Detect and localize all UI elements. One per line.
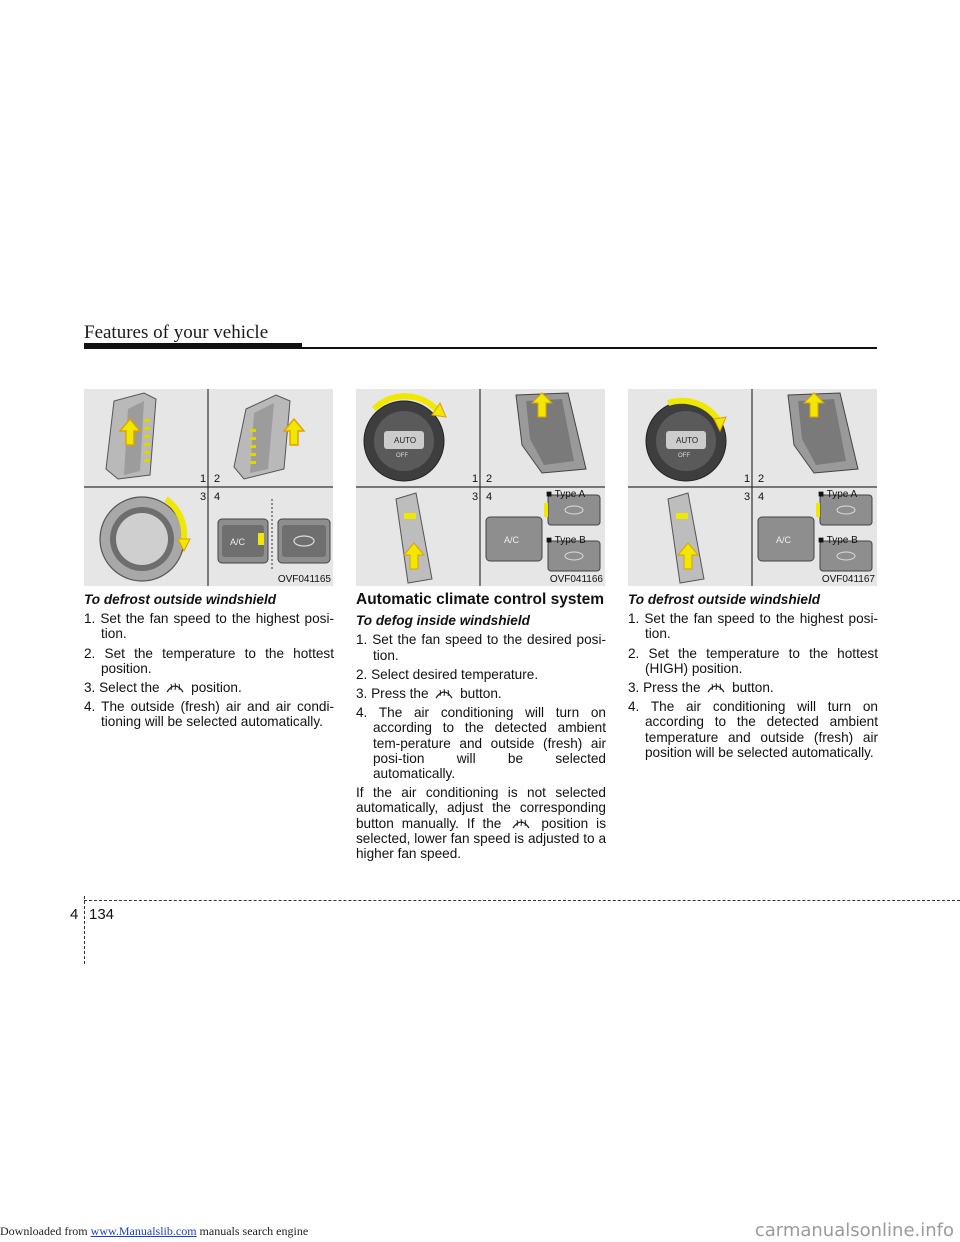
- column-3: [628, 592, 878, 764]
- auto-knob: [364, 396, 446, 481]
- type-b-label: ■ Type B: [818, 535, 858, 546]
- step-4: 4. The outside (fresh) air and air condi-tioning will be selected automatically.: [84, 699, 334, 730]
- figure-code: OVF041167: [821, 574, 875, 585]
- step-3: [628, 680, 878, 695]
- column-1: [84, 592, 334, 734]
- step-4: 4. The air conditioning will turn on according to the detected ambient tem-perature and outside (fresh) air posi-tion will be selected automatically.: [356, 705, 606, 782]
- step-3-text-b: button.: [460, 686, 502, 702]
- ac-buttons: [486, 495, 600, 571]
- footer-rule: [84, 900, 960, 901]
- subsection-title: To defog inside windshield: [356, 613, 530, 629]
- quadrant-label-2: 2: [758, 473, 765, 485]
- ac-buttons: [758, 495, 872, 571]
- step-1: 1. Set the fan speed to the desired posi-tion.: [356, 632, 606, 663]
- footer-suffix: manuals search engine: [199, 1224, 309, 1238]
- type-a-label: ■ Type A: [818, 489, 858, 500]
- fan-control-panel: [106, 393, 156, 479]
- quadrant-label-4: 4: [486, 491, 493, 503]
- windshield-defrost-icon: [706, 680, 726, 694]
- step-4: 4. The air conditioning will turn on according to the detected ambient temperature and outside (fresh) air position will be selected automatically.: [628, 699, 878, 760]
- step-2: 2. Select desired temperature.: [356, 666, 539, 682]
- step-1: 1. Set the fan speed to the highest posi-tion.: [84, 611, 334, 642]
- section-number: 4: [70, 906, 79, 923]
- svg-text:AUTO: AUTO: [676, 436, 699, 445]
- quadrant-label-3: 3: [472, 491, 479, 503]
- download-footer: [0, 1224, 308, 1239]
- step-2: 2. Set the temperature to the hottest (HIGH) position.: [628, 645, 878, 676]
- svg-text:AUTO: AUTO: [394, 436, 417, 445]
- svg-text:OFF: OFF: [396, 453, 408, 459]
- quadrant-label-4: 4: [214, 491, 221, 503]
- step-2: 2. Set the temperature to the hottest position.: [84, 645, 334, 676]
- step-3-text-a: 3. Select the: [84, 680, 160, 696]
- watermark: carmanualsonline.info: [754, 1220, 954, 1241]
- svg-text:A/C: A/C: [230, 537, 246, 547]
- step-3: [356, 686, 606, 701]
- fan-rocker: [516, 393, 586, 473]
- quadrant-label-3: 3: [744, 491, 751, 503]
- figure-3: [628, 389, 877, 586]
- quadrant-label-1: 1: [744, 473, 751, 485]
- step-1: 1. Set the fan speed to the highest posi-tion.: [628, 611, 878, 642]
- defog-button: [396, 493, 432, 583]
- footer-prefix: Downloaded from: [0, 1224, 88, 1238]
- quadrant-label-3: 3: [200, 491, 207, 503]
- quadrant-label-2: 2: [214, 473, 221, 485]
- figure-code: OVF041166: [549, 574, 603, 585]
- quadrant-label-1: 1: [200, 473, 207, 485]
- svg-text:OFF: OFF: [678, 453, 690, 459]
- svg-text:A/C: A/C: [776, 535, 792, 545]
- figure-2: [356, 389, 605, 586]
- windshield-defrost-icon: [165, 680, 185, 694]
- fan-rocker: [788, 393, 858, 473]
- note-text-a: If the air conditioning is not selected automatically, adjust the corresponding button manually. If the: [356, 785, 606, 831]
- windshield-defrost-icon: [511, 816, 531, 830]
- step-3-text-b: position.: [191, 680, 242, 696]
- step-3-text-a: 3. Press the: [628, 680, 701, 696]
- figure-code: OVF041165: [277, 574, 331, 585]
- quadrant-label-2: 2: [486, 473, 493, 485]
- section-title: Automatic climate control system: [356, 591, 605, 608]
- subsection-title: To defrost outside windshield: [628, 592, 821, 607]
- step-3-text-a: 3. Press the: [356, 686, 429, 702]
- page-number: 134: [89, 906, 115, 923]
- fan-up-panel: [234, 395, 304, 479]
- type-a-label: ■ Type A: [546, 489, 586, 500]
- auto-knob: [646, 401, 726, 481]
- column-2: [356, 592, 606, 861]
- figure-1: [84, 389, 333, 586]
- manualslib-link[interactable]: www.Manualslib.com: [90, 1224, 197, 1238]
- temperature-knob: [100, 497, 190, 581]
- subsection-title: To defrost outside windshield: [84, 592, 277, 607]
- page-number-divider: [84, 896, 85, 964]
- defrost-button: [668, 493, 704, 583]
- svg-text:A/C: A/C: [504, 535, 520, 545]
- step-3: [84, 680, 334, 695]
- quadrant-label-4: 4: [758, 491, 765, 503]
- quadrant-label-1: 1: [472, 473, 479, 485]
- windshield-defrost-icon: [434, 686, 454, 700]
- type-b-label: ■ Type B: [546, 535, 586, 546]
- header-rule: [84, 347, 877, 349]
- ac-buttons: [218, 499, 330, 569]
- note-text-b: position is selected, lower fan speed is adjusted to a higher fan speed.: [356, 815, 606, 862]
- note-paragraph: [356, 785, 606, 861]
- step-3-text-b: button.: [732, 680, 774, 696]
- page-header-title: Features of your vehicle: [84, 322, 269, 343]
